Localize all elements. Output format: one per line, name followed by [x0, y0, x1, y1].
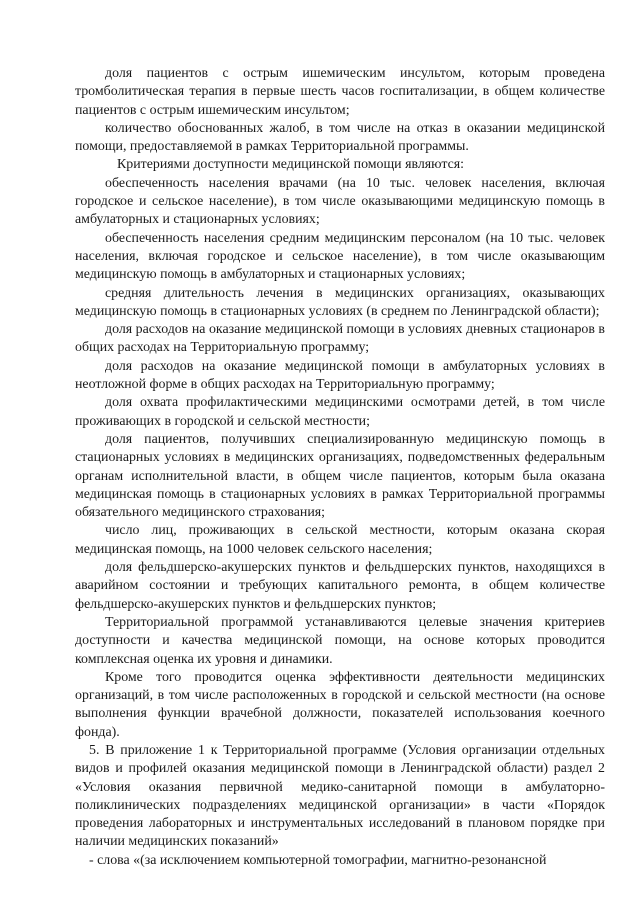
paragraph-efficiency-evaluation: Кроме того проводится оценка эффективности деятельности медицинских организаций, в том числе расположенных в городской и сельской местности (на основе выполнения функции врачебной должности, показателей использования коечного фонда).	[75, 669, 605, 740]
paragraph-nursing-supply: обеспеченность населения средним медицинским персоналом (на 10 тыс. человек населения, включая городское и сельское население), в том числе оказывающим медицинскую помощь в амбулаторных и стационарных условиях;	[75, 230, 605, 283]
paragraph-day-hospital-costs: доля расходов на оказание медицинской помощи в условиях дневных стационаров в общих расходах на Территориальную программу;	[75, 322, 605, 356]
paragraph-treatment-duration: средняя длительность лечения в медицинских организациях, оказывающих медицинскую помощь в стационарных условиях (в среднем по Ленинградской области);	[75, 285, 605, 319]
document-body	[75, 65, 605, 870]
paragraph-stroke-thrombolysis: доля пациентов с острым ишемическим инсультом, которым проведена тромболитическая терапия в первые шесть часов госпитализации, в общем количестве пациентов с острым ишемическим инсультом;	[75, 66, 605, 118]
paragraph-complaints: количество обоснованных жалоб, в том числе на отказ в оказании медицинской помощи, предоставляемой в рамках Территориальной программы.	[75, 120, 605, 155]
paragraph-item-5: 5. В приложение 1 к Территориальной программе (Условия организации отдельных видов и профилей оказания медицинской помощи в Ленинградской области) раздел 2 «Условия оказания первичной медико-санитарной помощи в амбулаторно-поликлинических подразделениях медицинской организации» в части «Порядок проведения лабораторных и инструментальных исследований в плановом порядке при наличии медицинских показаний»	[75, 742, 605, 850]
paragraph-physicians-supply: обеспеченность населения врачами (на 10 тыс. человек населения, включая городское и сельское население), в том числе оказывающими медицинскую помощь в амбулаторных и стационарных условиях;	[75, 175, 605, 228]
paragraph-rural-ambulance: число лиц, проживающих в сельской местности, которым оказана скорая медицинская помощь, на 1000 человек сельского населения;	[75, 523, 605, 557]
paragraph-children-checkups: доля охвата профилактическими медицинскими осмотрами детей, в том числе проживающих в городской и сельской местности;	[75, 395, 605, 429]
paragraph-words-exclusion: - слова «(за исключением компьютерной томографии, магнитно-резонансной	[89, 852, 547, 868]
paragraph-federal-specialized-care: доля пациентов, получивших специализированную медицинскую помощь в стационарных условиях в медицинских организациях, подведомственных федеральным органам исполнительной власти, в общем числе пациентов, которым была оказана медицинская помощь в стационарных условиях в рамках Территориальной программы обязательного медицинского страхования;	[75, 431, 605, 521]
paragraph-feldsher-points: доля фельдшерско-акушерских пунктов и фельдшерских пунктов, находящихся в аварийном состоянии и требующих капитального ремонта, в общем количестве фельдшерско-акушерских пунктов и фельдшерских пунктов;	[75, 560, 605, 612]
paragraph-target-values: Территориальной программой устанавливаются целевые значения критериев доступности и качества медицинской помощи, на основе которых проводится комплексная оценка их уровня и динамики.	[75, 614, 605, 667]
paragraph-accessibility-criteria-heading: Критериями доступности медицинской помощи являются:	[117, 157, 465, 173]
paragraph-emergency-ambulatory-costs: доля расходов на оказание медицинской помощи в амбулаторных условиях в неотложной форме в общих расходах на Территориальную программу;	[75, 358, 605, 393]
